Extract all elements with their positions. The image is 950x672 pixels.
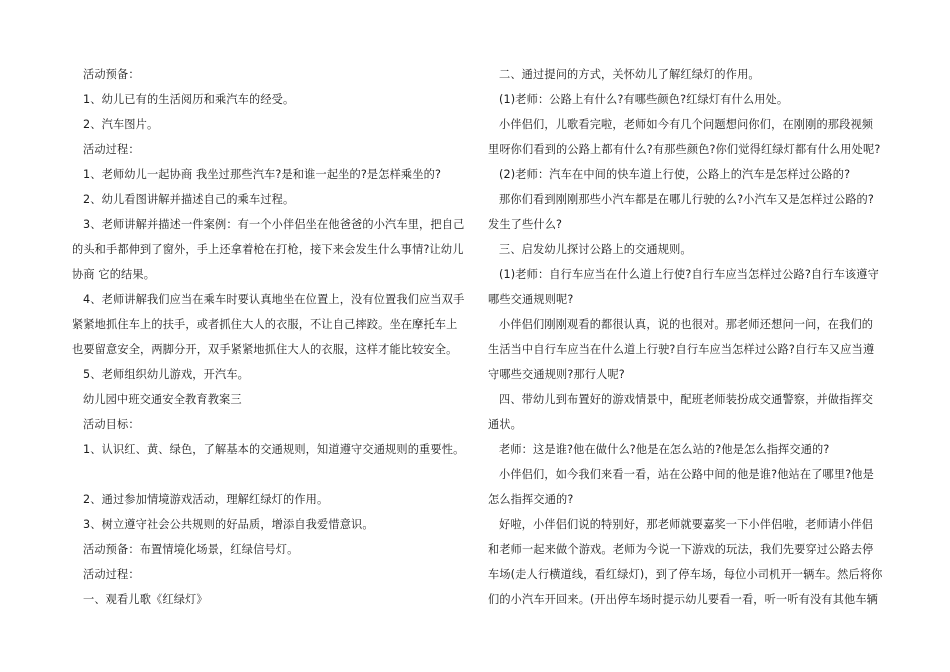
- text-line: 活动过程：: [83, 568, 140, 581]
- text-line: 三、启发幼儿探讨公路上的交通规则。: [499, 243, 692, 256]
- text-line: 2、通过参加情境游戏活动，理解红绿灯的作用。: [83, 493, 329, 506]
- text-line: 和老师一起来做个游戏。老师为今说一下游戏的玩法，我们先要穿过公路去停: [488, 543, 874, 556]
- text-line: 通状。: [488, 418, 523, 431]
- text-line: 5、老师组织幼儿游戏，开汽车。: [83, 368, 249, 381]
- text-line: 3、老师讲解并描述一件案例：有一个小伴侣坐在他爸爸的小汽车里，把自己: [83, 218, 465, 231]
- left-column: [72, 62, 464, 612]
- text-line: 那你们看到刚刚那些小汽车都是在哪儿行驶的么?小汽车又是怎样过公路的?: [499, 193, 874, 206]
- text-line: 小伴侣们，如今我们来看一看，站在公路中间的他是谁?他站在了哪里?他是: [499, 468, 874, 481]
- text-line: 活动过程：: [83, 143, 140, 156]
- text-line: 守哪些交通规则?那行人呢?: [488, 368, 625, 381]
- text-line: 的头和手都伸到了窗外，手上还拿着枪在打枪，接下来会发生什么事情?让幼儿: [72, 243, 464, 256]
- text-line: 1、幼儿已有的生活阅历和乘汽车的经受。: [83, 93, 295, 106]
- text-line: 幼儿园中班交通安全教育教案三: [83, 393, 242, 406]
- text-line: 小伴侣们刚刚观看的都很认真，说的也很对。那老师还想问一问，在我们的: [499, 318, 874, 331]
- text-line: 1、认识红、黄、绿色，了解基本的交通规则，知道遵守交通规则的重要性。: [83, 443, 465, 456]
- text-line: 二、通过提问的方式，关怀幼儿了解红绿灯的作用。: [499, 68, 760, 81]
- text-line: 们的小汽车开回来。(开出停车场时提示幼儿要看一看，听一听有没有其他车辆: [488, 593, 878, 606]
- text-line: 车场(走人行横道线，看红绿灯)，到了停车场，每位小司机开一辆车。然后将你: [488, 568, 883, 581]
- text-line: (1)老师：自行车应当在什么道上行使?自行车应当怎样过公路?自行车该遵守: [499, 268, 879, 281]
- right-column: [488, 62, 883, 612]
- text-line: 2、汽车图片。: [83, 118, 159, 131]
- text-line: 活动预备：布置情境化场景，红绿信号灯。: [83, 543, 299, 556]
- text-line: 小伴侣们，儿歌看完啦，老师如今有几个问题想问你们，在刚刚的那段视频: [499, 118, 874, 131]
- text-line: 怎么指挥交通的?: [488, 493, 574, 506]
- text-line: 活动目标：: [83, 418, 140, 431]
- text-line: 4、老师讲解我们应当在乘车时要认真地坐在位置上，没有位置我们应当双手: [83, 293, 465, 306]
- text-line: 紧紧地抓住车上的扶手，或者抓住大人的衣服，不让自己摔跤。坐在摩托车上: [72, 318, 458, 331]
- text-line: 里呀你们看到的公路上都有什么?有那些颜色?你们觉得红绿灯都有什么用处呢?: [488, 143, 881, 156]
- text-line: (1)老师：公路上有什么?有哪些颜色?红绿灯有什么用处。: [499, 93, 789, 106]
- text-line: 一、观看儿歌《红绿灯》: [83, 593, 208, 606]
- text-line: 协商 它的结果。: [72, 268, 156, 281]
- text-line: 1、老师幼儿一起协商 我坐过那些汽车?是和谁一起坐的?是怎样乘坐的?: [83, 168, 442, 181]
- text-line: 也要留意安全，两脚分开，双手紧紧地抓住大人的衣服，这样才能比较安全。: [72, 343, 458, 356]
- text-line: 四、带幼儿到布置好的游戏情景中，配班老师装扮成交通警察，并做指挥交: [499, 393, 874, 406]
- text-line: 哪些交通规则呢?: [488, 293, 574, 306]
- text-line: 活动预备：: [83, 68, 140, 81]
- text-line: 3、树立遵守社会公共规则的好品质，增添自我爱惜意识。: [83, 518, 374, 531]
- text-line: 老师：这是谁?他在做什么?他是在怎么站的?他是怎么指挥交通的?: [499, 443, 830, 456]
- text-line: 生活当中自行车应当在什么道上行驶?自行车应当怎样过公路?自行车又应当遵: [488, 343, 875, 356]
- blank-line: [72, 462, 464, 487]
- text-line: 2、幼儿看图讲解并描述自己的乘车过程。: [83, 193, 295, 206]
- text-line: 好啦，小伴侣们说的特别好，那老师就要嘉奖一下小伴侣啦，老师请小伴侣: [499, 518, 874, 531]
- text-line: 发生了些什么?: [488, 218, 563, 231]
- text-line: (2)老师：汽车在中间的快车道上行使，公路上的汽车是怎样过公路的?: [499, 168, 851, 181]
